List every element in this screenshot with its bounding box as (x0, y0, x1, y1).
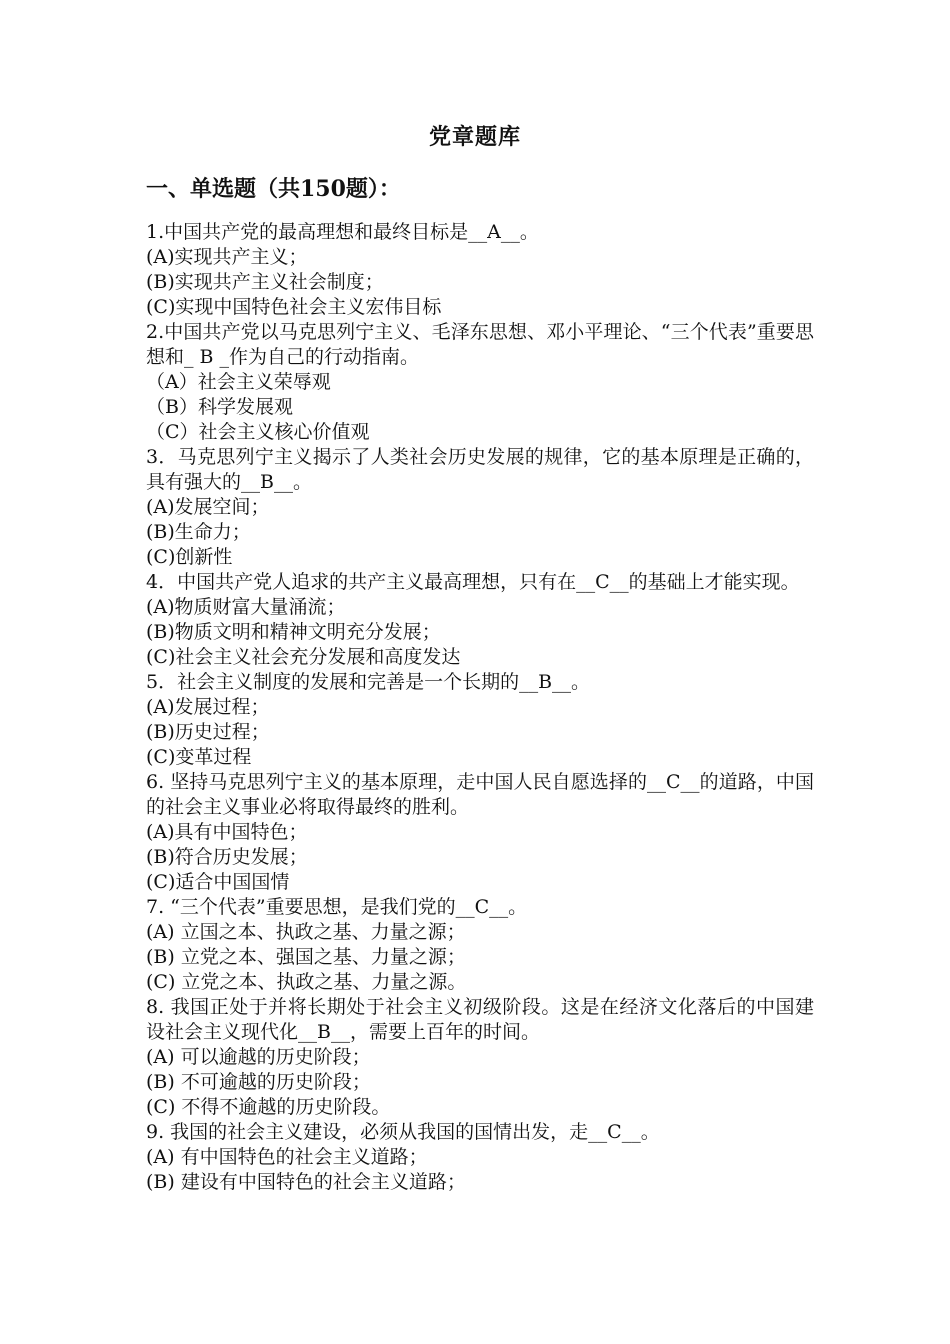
answer-option: (A)具有中国特色； (146, 821, 308, 843)
answer-option: (A)发展空间； (146, 496, 270, 518)
question-text: 6. 坚持马克思列宁主义的基本原理，走中国人民自愿选择的__C__的道路，中国的社会主义事业必将取得最终的胜利。 (146, 771, 814, 818)
question-text: 4．中国共产党人追求的共产主义最高理想，只有在__C__的基础上才能实现。 (146, 571, 800, 593)
answer-option: （B）科学发展观 (146, 396, 293, 418)
question-text: 3．马克思列宁主义揭示了人类社会历史发展的规律，它的基本原理是正确的，具有强大的__B__。 (146, 446, 814, 493)
answer-option: （A）社会主义荣辱观 (146, 371, 331, 393)
question-block (146, 445, 814, 570)
answer-option: (B) 立党之本、强国之基、力量之源； (146, 946, 466, 968)
answer-option: (A)实现共产主义； (146, 246, 308, 268)
answer-option: (C) 立党之本、执政之基、力量之源。 (146, 971, 467, 993)
answer-option: (B)符合历史发展； (146, 846, 308, 868)
answer-option: (A) 立国之本、执政之基、力量之源； (146, 921, 466, 943)
answer-option: (C)适合中国国情 (146, 871, 290, 893)
answer-option: (A)发展过程； (146, 696, 270, 718)
question-text: 2.中国共产党以马克思列宁主义、毛泽东思想、邓小平理论、“三个代表”重要思想和_ B _作为自己的行动指南。 (146, 321, 814, 368)
question-block (146, 570, 814, 670)
question-block (146, 895, 814, 995)
question-list (146, 220, 814, 1195)
answer-option: (B) 不可逾越的历史阶段； (146, 1071, 371, 1093)
answer-option: (C) 不得不逾越的历史阶段。 (146, 1096, 391, 1118)
answer-option: （C）社会主义核心价值观 (146, 421, 370, 443)
answer-option: (A) 有中国特色的社会主义道路； (146, 1146, 428, 1168)
answer-option: (B) 建设有中国特色的社会主义道路； (146, 1171, 466, 1193)
question-text: 8. 我国正处于并将长期处于社会主义初级阶段。这是在经济文化落后的中国建设社会主义现代化__B__，需要上百年的时间。 (146, 996, 814, 1043)
question-block (146, 670, 814, 770)
question-text: 1.中国共产党的最高理想和最终目标是__A__。 (146, 221, 539, 243)
question-text: 9. 我国的社会主义建设，必须从我国的国情出发，走__C__。 (146, 1121, 660, 1143)
section-heading: 一、单选题（共150题）： (146, 176, 401, 202)
question-block (146, 770, 814, 895)
answer-option: (B)生命力； (146, 521, 251, 543)
answer-option: (B)实现共产主义社会制度； (146, 271, 384, 293)
answer-option: (B)物质文明和精神文明充分发展； (146, 621, 441, 643)
question-block (146, 220, 814, 320)
answer-option: (A) 可以逾越的历史阶段； (146, 1046, 371, 1068)
answer-option: (A)物质财富大量涌流； (146, 596, 346, 618)
question-text: 5．社会主义制度的发展和完善是一个长期的__B__。 (146, 671, 591, 693)
question-block (146, 320, 814, 445)
answer-option: (C)创新性 (146, 546, 233, 568)
answer-option: (B)历史过程； (146, 721, 270, 743)
question-text: 7. “三个代表”重要思想，是我们党的__C__。 (146, 896, 528, 918)
question-block (146, 995, 814, 1120)
answer-option: (C)变革过程 (146, 746, 252, 768)
answer-option: (C)实现中国特色社会主义宏伟目标 (146, 296, 442, 318)
answer-option: (C)社会主义社会充分发展和高度发达 (146, 646, 461, 668)
question-block (146, 1120, 814, 1195)
page-title: 党章题库 (428, 124, 521, 150)
